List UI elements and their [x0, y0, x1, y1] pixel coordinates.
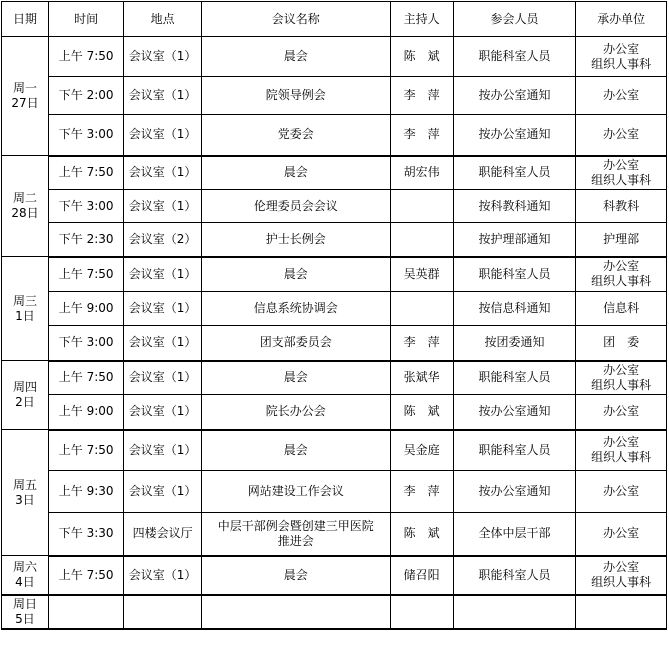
meeting-host: 陈 斌	[390, 513, 453, 556]
meeting-organizer: 办公室	[576, 115, 667, 156]
meeting-organizer: 办公室	[576, 395, 667, 430]
meeting-attendees: 按办公室通知	[453, 395, 575, 430]
meeting-time: 上午 7:50	[48, 257, 123, 292]
meeting-location: 会议室（1）	[124, 292, 202, 326]
day-label: 周五 3日	[2, 430, 49, 556]
meeting-location: 会议室（1）	[124, 156, 202, 190]
meeting-organizer: 办公室 组织人事科	[576, 37, 667, 77]
meeting-attendees	[453, 595, 575, 629]
meeting-organizer: 科教科	[576, 190, 667, 223]
meeting-location: 会议室（1）	[124, 326, 202, 361]
table-row	[2, 190, 667, 223]
meeting-location: 会议室（2）	[124, 223, 202, 257]
meeting-organizer: 办公室	[576, 513, 667, 556]
meeting-time: 上午 7:50	[48, 556, 123, 595]
header-meeting-name: 会议名称	[201, 2, 390, 37]
meeting-location: 会议室（1）	[124, 257, 202, 292]
meeting-organizer: 办公室	[576, 471, 667, 513]
table-row	[2, 77, 667, 115]
meeting-host	[390, 595, 453, 629]
meeting-name: 信息系统协调会	[201, 292, 390, 326]
day-label: 周四 2日	[2, 361, 49, 430]
meeting-attendees: 职能科室人员	[453, 556, 575, 595]
table-row	[2, 471, 667, 513]
meeting-host: 储召阳	[390, 556, 453, 595]
meeting-time: 下午 3:30	[48, 513, 123, 556]
header-date: 日期	[2, 2, 49, 37]
table-row	[2, 223, 667, 257]
meeting-location: 会议室（1）	[124, 430, 202, 471]
table-row	[2, 430, 667, 471]
meeting-host	[390, 190, 453, 223]
meeting-attendees: 职能科室人员	[453, 257, 575, 292]
meeting-name: 晨会	[201, 430, 390, 471]
meeting-name: 晨会	[201, 556, 390, 595]
table-row	[2, 326, 667, 361]
meeting-host: 吴金庭	[390, 430, 453, 471]
table-row	[2, 37, 667, 77]
meeting-attendees: 按护理部通知	[453, 223, 575, 257]
meeting-host: 李 萍	[390, 115, 453, 156]
meeting-name: 院长办公会	[201, 395, 390, 430]
table-row	[2, 595, 667, 629]
meeting-time: 下午 3:00	[48, 115, 123, 156]
meeting-host	[390, 292, 453, 326]
meeting-time: 上午 9:30	[48, 471, 123, 513]
meeting-organizer: 办公室	[576, 77, 667, 115]
meeting-name: 院领导例会	[201, 77, 390, 115]
meeting-attendees: 职能科室人员	[453, 361, 575, 395]
meeting-location: 会议室（1）	[124, 556, 202, 595]
table-row	[2, 361, 667, 395]
meeting-attendees: 职能科室人员	[453, 156, 575, 190]
meeting-attendees: 按办公室通知	[453, 115, 575, 156]
table-row	[2, 556, 667, 595]
table-row	[2, 513, 667, 556]
table-row	[2, 292, 667, 326]
header-row	[2, 2, 667, 37]
header-attendees: 参会人员	[453, 2, 575, 37]
meeting-time: 上午 7:50	[48, 361, 123, 395]
day-label: 周二 28日	[2, 156, 49, 257]
meeting-host: 张斌华	[390, 361, 453, 395]
meeting-name	[201, 595, 390, 629]
table-row	[2, 156, 667, 190]
schedule-body	[2, 37, 667, 629]
meeting-name: 晨会	[201, 257, 390, 292]
meeting-attendees: 按办公室通知	[453, 471, 575, 513]
meeting-location: 会议室（1）	[124, 395, 202, 430]
meeting-attendees: 按信息科通知	[453, 292, 575, 326]
meeting-name: 党委会	[201, 115, 390, 156]
meeting-name: 晨会	[201, 156, 390, 190]
meeting-location: 会议室（1）	[124, 77, 202, 115]
header-location: 地点	[124, 2, 202, 37]
meeting-organizer	[576, 595, 667, 629]
meeting-name: 团支部委员会	[201, 326, 390, 361]
meeting-name: 中层干部例会暨创建三甲医院 推进会	[201, 513, 390, 556]
meeting-name: 晨会	[201, 361, 390, 395]
meeting-name: 伦理委员会会议	[201, 190, 390, 223]
meeting-host	[390, 223, 453, 257]
day-label: 周一 27日	[2, 37, 49, 156]
meeting-attendees: 按科教科通知	[453, 190, 575, 223]
meeting-location: 四楼会议厅	[124, 513, 202, 556]
meeting-location: 会议室（1）	[124, 190, 202, 223]
meeting-host: 吴英群	[390, 257, 453, 292]
meeting-host: 胡宏伟	[390, 156, 453, 190]
header-host: 主持人	[390, 2, 453, 37]
meeting-organizer: 信息科	[576, 292, 667, 326]
meeting-name: 晨会	[201, 37, 390, 77]
meeting-organizer: 办公室 组织人事科	[576, 257, 667, 292]
meeting-attendees: 全体中层干部	[453, 513, 575, 556]
day-label: 周日 5日	[2, 595, 49, 629]
table-row	[2, 257, 667, 292]
meeting-host: 李 萍	[390, 77, 453, 115]
header-organizer: 承办单位	[576, 2, 667, 37]
meeting-location: 会议室（1）	[124, 361, 202, 395]
meeting-organizer: 办公室 组织人事科	[576, 556, 667, 595]
meeting-time: 上午 9:00	[48, 395, 123, 430]
meeting-time: 下午 3:00	[48, 326, 123, 361]
meeting-schedule-table	[1, 1, 667, 630]
meeting-organizer: 护理部	[576, 223, 667, 257]
meeting-organizer: 办公室 组织人事科	[576, 156, 667, 190]
meeting-time: 上午 7:50	[48, 430, 123, 471]
meeting-host: 陈 斌	[390, 395, 453, 430]
meeting-host: 陈 斌	[390, 37, 453, 77]
meeting-organizer: 办公室 组织人事科	[576, 430, 667, 471]
meeting-host: 李 萍	[390, 471, 453, 513]
meeting-name: 网站建设工作会议	[201, 471, 390, 513]
meeting-location: 会议室（1）	[124, 115, 202, 156]
meeting-time: 上午 9:00	[48, 292, 123, 326]
meeting-host: 李 萍	[390, 326, 453, 361]
meeting-time: 下午 2:00	[48, 77, 123, 115]
meeting-name: 护士长例会	[201, 223, 390, 257]
meeting-attendees: 职能科室人员	[453, 430, 575, 471]
meeting-location: 会议室（1）	[124, 37, 202, 77]
meeting-time: 下午 2:30	[48, 223, 123, 257]
header-time: 时间	[48, 2, 123, 37]
meeting-attendees: 职能科室人员	[453, 37, 575, 77]
meeting-attendees: 按团委通知	[453, 326, 575, 361]
meeting-location: 会议室（1）	[124, 471, 202, 513]
meeting-time: 上午 7:50	[48, 37, 123, 77]
meeting-location	[124, 595, 202, 629]
day-label: 周三 1日	[2, 257, 49, 361]
table-row	[2, 395, 667, 430]
meeting-attendees: 按办公室通知	[453, 77, 575, 115]
meeting-time: 下午 3:00	[48, 190, 123, 223]
meeting-organizer: 团 委	[576, 326, 667, 361]
meeting-time: 上午 7:50	[48, 156, 123, 190]
day-label: 周六 4日	[2, 556, 49, 595]
meeting-organizer: 办公室 组织人事科	[576, 361, 667, 395]
meeting-time	[48, 595, 123, 629]
table-row	[2, 115, 667, 156]
